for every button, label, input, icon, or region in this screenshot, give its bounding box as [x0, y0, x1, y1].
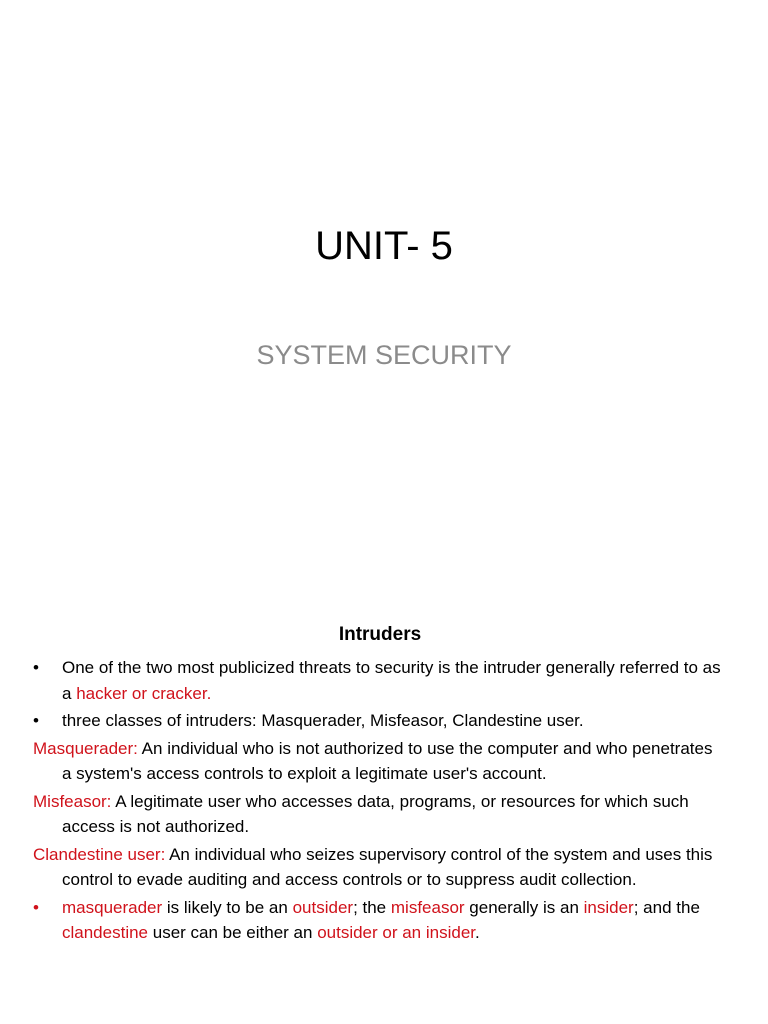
term-label: Misfeasor: [33, 791, 112, 811]
term-definition: A legitimate user who accesses data, programs, or resources for which such access is not authorized. [62, 791, 689, 836]
term-label: Masquerader: [33, 738, 138, 758]
bullet-text: . [475, 923, 480, 942]
bullet-text: generally is an [464, 897, 584, 917]
bullet-item-classes [33, 708, 723, 734]
slide-body [33, 655, 723, 948]
definition-misfeasor [33, 789, 723, 840]
highlight-text: insider [583, 897, 634, 917]
bullet-text: user can be either an [148, 923, 318, 942]
bullet-icon: • [33, 711, 39, 730]
highlight-text: outsider [292, 897, 354, 917]
highlight-text: outsider or an insider [317, 923, 476, 942]
bullet-text: is likely to be an [162, 897, 293, 917]
bullet-item-threats [33, 655, 723, 706]
definition-masquerader [33, 736, 723, 787]
definition-clandestine [33, 842, 723, 893]
term-definition: An individual who seizes supervisory control of the system and uses this control to evade auditing and access controls or to suppress audit collection. [62, 844, 713, 889]
highlight-text: misfeasor [390, 897, 465, 917]
slide-subtitle: SYSTEM SECURITY [256, 340, 512, 370]
bullet-text: ; the [353, 897, 391, 917]
highlight-text: masquerader [62, 897, 163, 917]
bullet-icon: • [33, 658, 39, 677]
bullet-text: ; and the [633, 897, 700, 917]
bullet-text: One of the two most publicized threats to security is the intruder generally referred to as a [62, 658, 721, 703]
term-definition: An individual who is not authorized to use the computer and who penetrates a system's access controls to exploit a legitimate user's account. [62, 738, 713, 783]
slide-title: UNIT- 5 [315, 224, 453, 268]
bullet-icon: • [33, 897, 39, 917]
content-slide [0, 600, 768, 1024]
section-heading: Intruders [338, 624, 422, 645]
bullet-item-summary [33, 895, 723, 946]
term-label: Clandestine user: [33, 844, 166, 864]
highlight-text: hacker or cracker. [76, 683, 212, 703]
bullet-text: three classes of intruders: Masquerader, Misfeasor, Clandestine user. [62, 711, 584, 730]
highlight-text: clandestine [62, 923, 149, 942]
